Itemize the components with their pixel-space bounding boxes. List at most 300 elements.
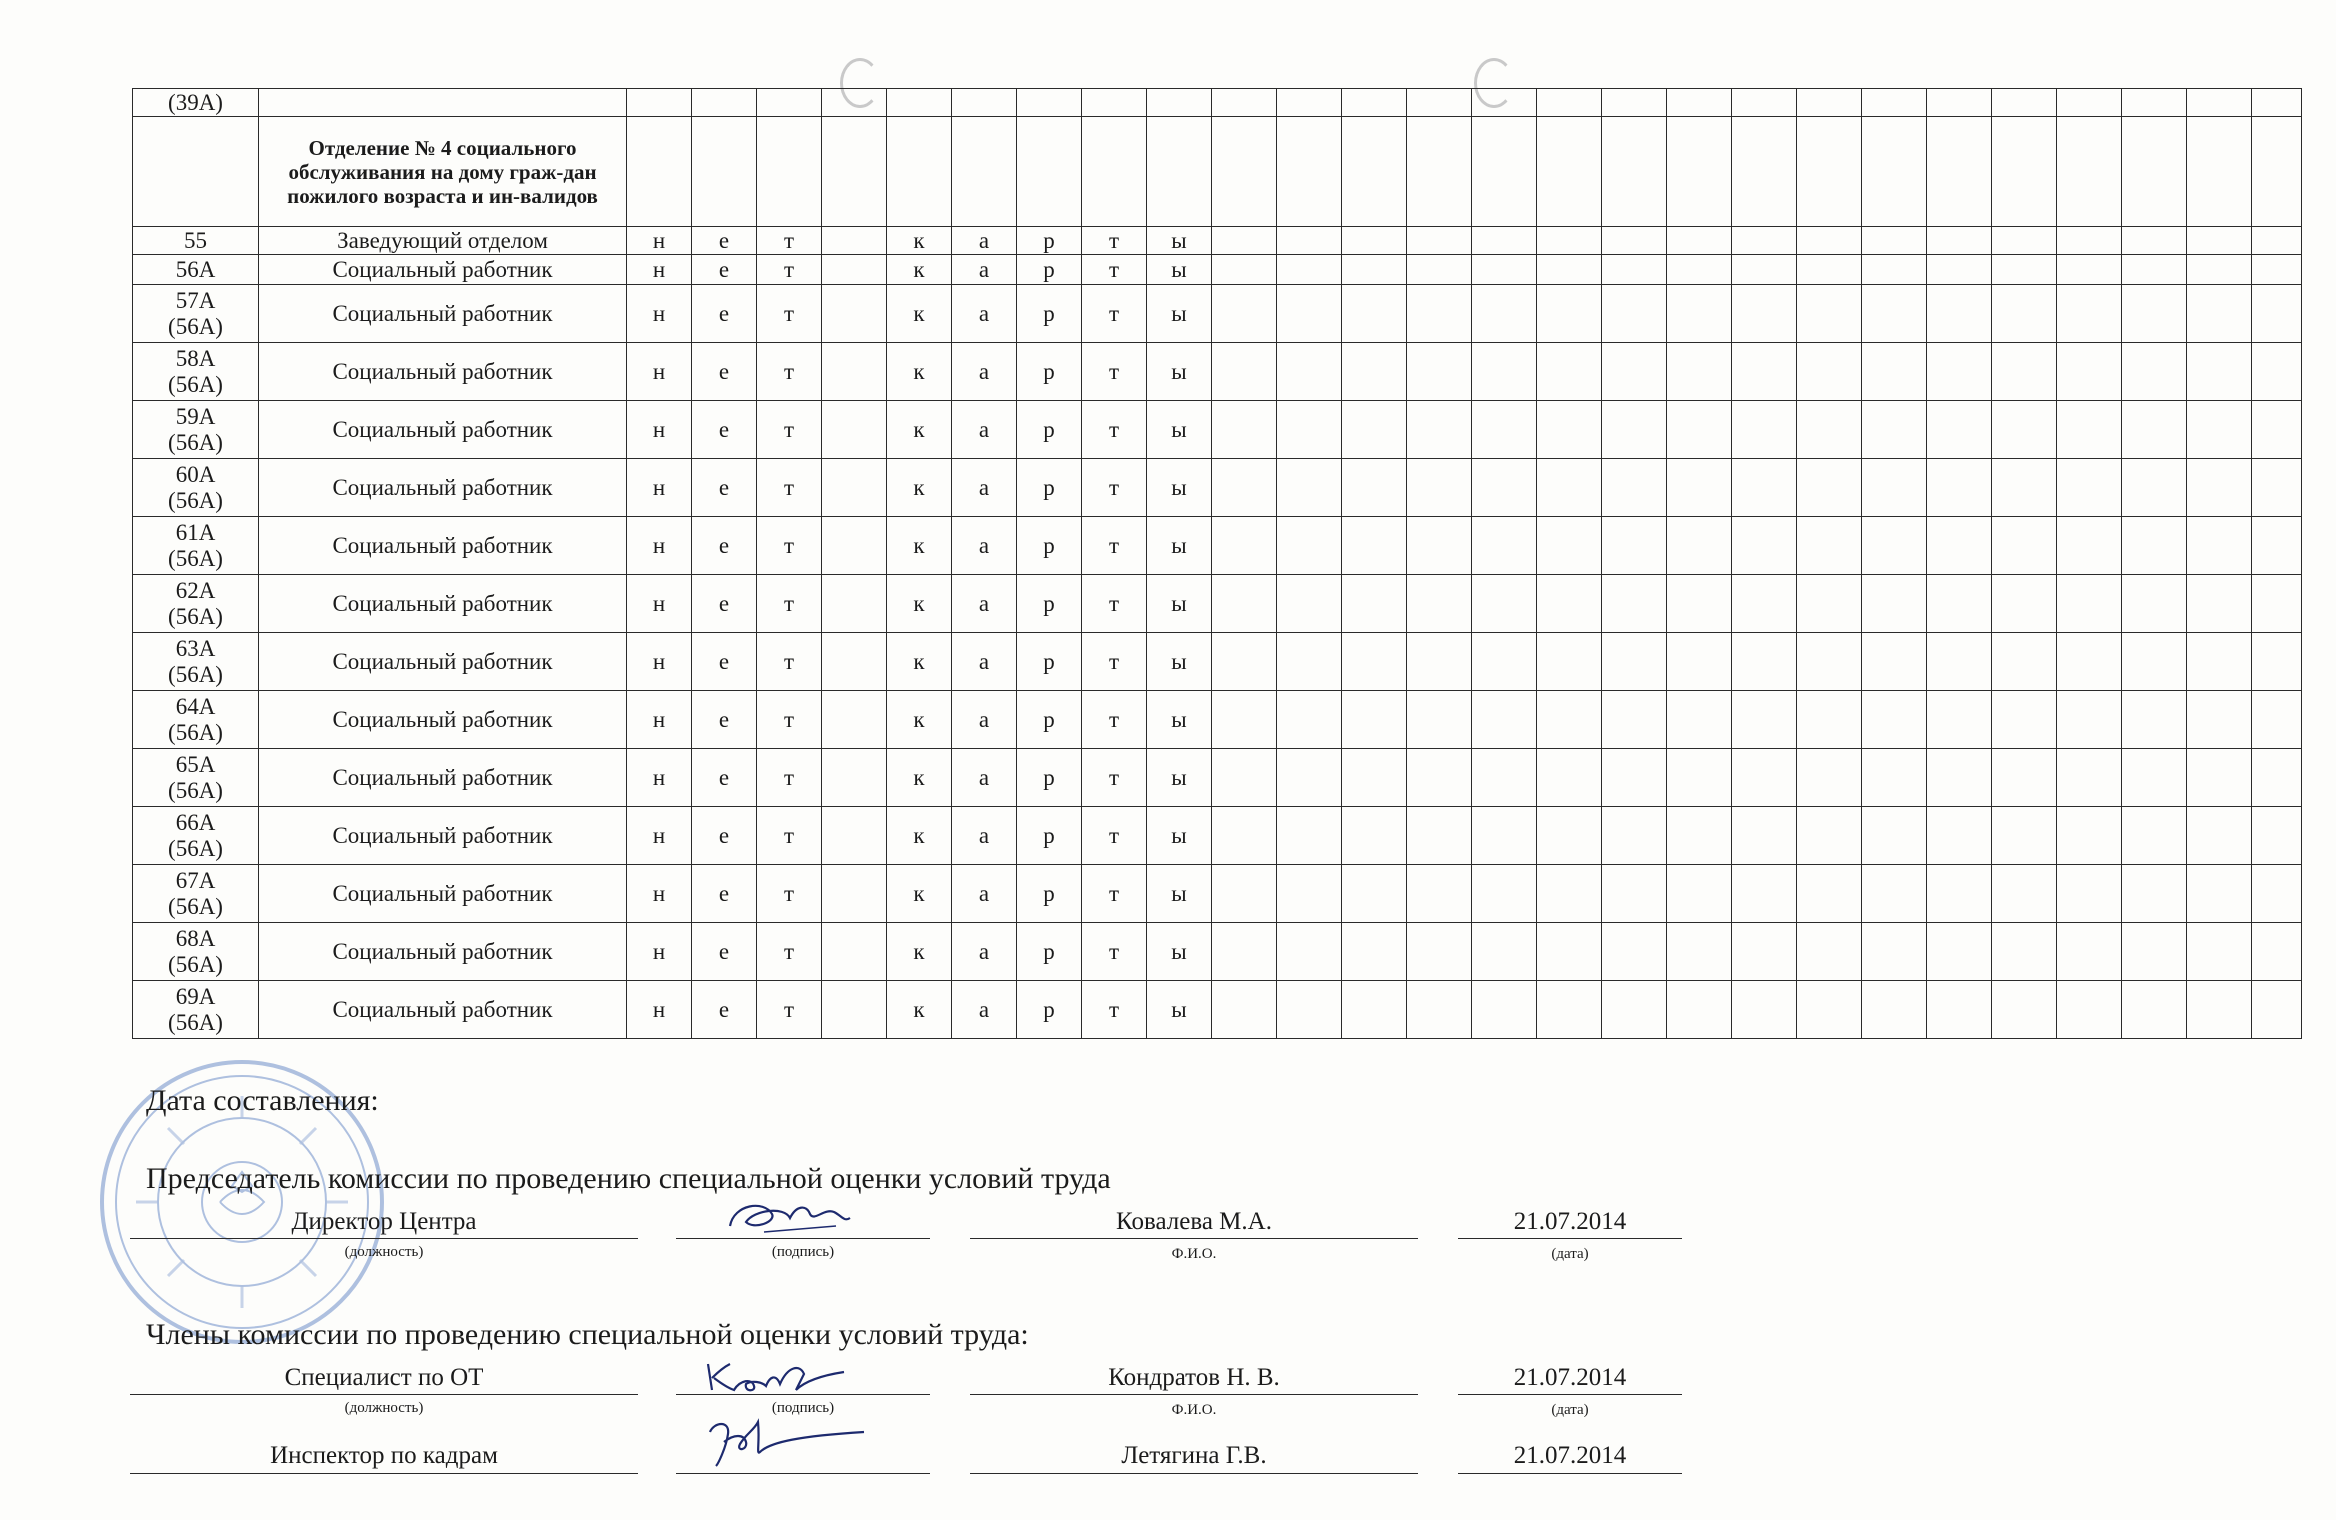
- position-name: [259, 89, 627, 117]
- mark-cell: ы: [1147, 255, 1212, 285]
- empty-cell: [1667, 117, 1732, 227]
- mark-cell: ы: [1147, 343, 1212, 401]
- mark-cell: к: [887, 227, 952, 255]
- empty-cell: [1992, 807, 2057, 865]
- members-heading: Члены комиссии по проведению специальной оценки условий труда:: [146, 1318, 1029, 1351]
- empty-cell: [1862, 633, 1927, 691]
- empty-cell: [1537, 117, 1602, 227]
- empty-cell: [1472, 575, 1537, 633]
- mark-cell: т: [1082, 255, 1147, 285]
- empty-cell: [1472, 691, 1537, 749]
- empty-cell: [1862, 255, 1927, 285]
- empty-cell: [1277, 255, 1342, 285]
- mark-cell: р: [1017, 575, 1082, 633]
- mark-cell: [692, 117, 757, 227]
- empty-cell: [2252, 749, 2302, 807]
- empty-cell: [1797, 575, 1862, 633]
- position-name: Социальный работник: [259, 285, 627, 343]
- mark-cell: е: [692, 807, 757, 865]
- position-name: Социальный работник: [259, 575, 627, 633]
- empty-cell: [1862, 749, 1927, 807]
- empty-cell: [1602, 575, 1667, 633]
- empty-cell: [2057, 691, 2122, 749]
- empty-cell: [1212, 343, 1277, 401]
- table-row: [133, 807, 2302, 865]
- mark-cell: а: [952, 255, 1017, 285]
- mark-cell: н: [627, 227, 692, 255]
- empty-cell: [1927, 517, 1992, 575]
- empty-cell: [2252, 343, 2302, 401]
- empty-cell: [1862, 575, 1927, 633]
- empty-cell: [1732, 255, 1797, 285]
- mark-cell: [952, 89, 1017, 117]
- empty-cell: [1342, 691, 1407, 749]
- mark-cell: ы: [1147, 923, 1212, 981]
- empty-cell: [1667, 285, 1732, 343]
- mark-cell: а: [952, 227, 1017, 255]
- empty-cell: [1862, 807, 1927, 865]
- empty-cell: [2187, 633, 2252, 691]
- mark-cell: р: [1017, 981, 1082, 1039]
- row-number: 62А (56А): [133, 575, 259, 633]
- empty-cell: [1602, 981, 1667, 1039]
- empty-cell: [1862, 691, 1927, 749]
- empty-cell: [1407, 575, 1472, 633]
- empty-cell: [1407, 401, 1472, 459]
- empty-cell: [1277, 517, 1342, 575]
- empty-cell: [2057, 865, 2122, 923]
- mark-cell: ы: [1147, 865, 1212, 923]
- empty-cell: [1277, 117, 1342, 227]
- mark-cell: к: [887, 343, 952, 401]
- empty-cell: [1667, 749, 1732, 807]
- mark-cell: к: [887, 691, 952, 749]
- empty-cell: [1862, 227, 1927, 255]
- empty-cell: [1342, 401, 1407, 459]
- mark-cell: а: [952, 981, 1017, 1039]
- mark-cell: [1147, 117, 1212, 227]
- empty-cell: [1732, 923, 1797, 981]
- empty-cell: [2187, 285, 2252, 343]
- position-name: Социальный работник: [259, 255, 627, 285]
- empty-cell: [2187, 807, 2252, 865]
- mark-cell: а: [952, 807, 1017, 865]
- fio-line: [970, 1238, 1418, 1239]
- empty-cell: [1537, 981, 1602, 1039]
- fio-caption: Ф.И.О.: [1171, 1246, 1217, 1262]
- empty-cell: [1992, 865, 2057, 923]
- empty-cell: [1862, 517, 1927, 575]
- mark-cell: т: [1082, 865, 1147, 923]
- empty-cell: [2122, 865, 2187, 923]
- empty-cell: [1342, 807, 1407, 865]
- mark-cell: [757, 117, 822, 227]
- empty-cell: [1797, 865, 1862, 923]
- empty-cell: [1212, 865, 1277, 923]
- empty-cell: [2122, 691, 2187, 749]
- empty-cell: [2122, 981, 2187, 1039]
- empty-cell: [2122, 401, 2187, 459]
- empty-cell: [1602, 633, 1667, 691]
- mark-cell: [822, 117, 887, 227]
- empty-cell: [1537, 517, 1602, 575]
- empty-cell: [1407, 255, 1472, 285]
- empty-cell: [1212, 517, 1277, 575]
- mark-cell: [822, 981, 887, 1039]
- empty-cell: [2252, 981, 2302, 1039]
- mark-cell: р: [1017, 343, 1082, 401]
- mark-cell: [822, 285, 887, 343]
- empty-cell: [2252, 285, 2302, 343]
- empty-cell: [1277, 633, 1342, 691]
- empty-cell: [1797, 807, 1862, 865]
- mark-cell: т: [757, 459, 822, 517]
- table-row: [133, 459, 2302, 517]
- mark-cell: [1082, 117, 1147, 227]
- mark-cell: а: [952, 575, 1017, 633]
- empty-cell: [1277, 575, 1342, 633]
- empty-cell: [2122, 575, 2187, 633]
- empty-cell: [1797, 89, 1862, 117]
- table-row: [133, 343, 2302, 401]
- mark-cell: т: [1082, 633, 1147, 691]
- empty-cell: [2057, 749, 2122, 807]
- empty-cell: [2122, 89, 2187, 117]
- empty-cell: [1277, 749, 1342, 807]
- empty-cell: [1797, 691, 1862, 749]
- empty-cell: [2057, 633, 2122, 691]
- empty-cell: [1212, 981, 1277, 1039]
- mark-cell: р: [1017, 749, 1082, 807]
- row-number: 67А (56А): [133, 865, 259, 923]
- empty-cell: [1797, 459, 1862, 517]
- table-row: [133, 633, 2302, 691]
- mark-cell: е: [692, 865, 757, 923]
- mark-cell: н: [627, 923, 692, 981]
- member-date: 21.07.2014: [1513, 1364, 1627, 1391]
- mark-cell: н: [627, 575, 692, 633]
- mark-cell: е: [692, 517, 757, 575]
- empty-cell: [1212, 923, 1277, 981]
- empty-cell: [1212, 575, 1277, 633]
- empty-cell: [1537, 227, 1602, 255]
- empty-cell: [1732, 633, 1797, 691]
- mark-cell: р: [1017, 807, 1082, 865]
- empty-cell: [1992, 633, 2057, 691]
- empty-cell: [1732, 401, 1797, 459]
- mark-cell: ы: [1147, 749, 1212, 807]
- empty-cell: [2187, 459, 2252, 517]
- fio-caption: Ф.И.О.: [1171, 1402, 1217, 1418]
- empty-cell: [1667, 89, 1732, 117]
- empty-cell: [1212, 117, 1277, 227]
- empty-cell: [1342, 255, 1407, 285]
- mark-cell: а: [952, 749, 1017, 807]
- empty-cell: [1537, 749, 1602, 807]
- empty-cell: [1342, 865, 1407, 923]
- empty-cell: [1407, 459, 1472, 517]
- empty-cell: [1602, 255, 1667, 285]
- row-number: 58А (56А): [133, 343, 259, 401]
- empty-cell: [1602, 807, 1667, 865]
- empty-cell: [1667, 981, 1732, 1039]
- empty-cell: [1797, 285, 1862, 343]
- mark-cell: н: [627, 633, 692, 691]
- empty-cell: [1342, 517, 1407, 575]
- empty-cell: [1927, 923, 1992, 981]
- empty-cell: [1732, 227, 1797, 255]
- empty-cell: [1992, 517, 2057, 575]
- member-date: 21.07.2014: [1513, 1442, 1627, 1469]
- member-position: Инспектор по кадрам: [270, 1442, 498, 1469]
- mark-cell: ы: [1147, 575, 1212, 633]
- mark-cell: е: [692, 575, 757, 633]
- chair-date: 21.07.2014: [1513, 1208, 1627, 1235]
- mark-cell: е: [692, 691, 757, 749]
- mark-cell: т: [757, 575, 822, 633]
- empty-cell: [1862, 401, 1927, 459]
- empty-cell: [1277, 459, 1342, 517]
- empty-cell: [1602, 343, 1667, 401]
- mark-cell: т: [1082, 285, 1147, 343]
- row-number: 63А (56А): [133, 633, 259, 691]
- row-number: 56А: [133, 255, 259, 285]
- position-name: Социальный работник: [259, 459, 627, 517]
- department-name: Отделение № 4 социального обслуживания на дому граж-дан пожилого возраста и ин-валидов: [259, 117, 627, 227]
- mark-cell: т: [757, 227, 822, 255]
- mark-cell: т: [757, 343, 822, 401]
- empty-cell: [2122, 807, 2187, 865]
- empty-cell: [2252, 691, 2302, 749]
- position-name: Социальный работник: [259, 691, 627, 749]
- empty-cell: [1342, 575, 1407, 633]
- empty-cell: [1602, 749, 1667, 807]
- signature-caption: (подпись): [771, 1244, 835, 1260]
- mark-cell: [822, 923, 887, 981]
- empty-cell: [2057, 923, 2122, 981]
- empty-cell: [1342, 89, 1407, 117]
- empty-cell: [2122, 459, 2187, 517]
- empty-cell: [2187, 981, 2252, 1039]
- mark-cell: [822, 865, 887, 923]
- mark-cell: ы: [1147, 691, 1212, 749]
- empty-cell: [1927, 749, 1992, 807]
- empty-cell: [1667, 255, 1732, 285]
- empty-cell: [2252, 923, 2302, 981]
- empty-cell: [1732, 807, 1797, 865]
- empty-cell: [1862, 117, 1927, 227]
- mark-cell: [887, 117, 952, 227]
- mark-cell: к: [887, 517, 952, 575]
- mark-cell: к: [887, 633, 952, 691]
- mark-cell: [822, 807, 887, 865]
- mark-cell: н: [627, 459, 692, 517]
- empty-cell: [1342, 749, 1407, 807]
- date-line: [1458, 1394, 1682, 1395]
- mark-cell: н: [627, 807, 692, 865]
- mark-cell: р: [1017, 691, 1082, 749]
- table-row: [133, 89, 2302, 117]
- empty-cell: [1277, 401, 1342, 459]
- empty-cell: [1602, 865, 1667, 923]
- empty-cell: [1277, 89, 1342, 117]
- mark-cell: р: [1017, 923, 1082, 981]
- chair-heading: Председатель комиссии по проведению специальной оценки условий труда: [146, 1162, 1111, 1195]
- empty-cell: [1732, 865, 1797, 923]
- mark-cell: ы: [1147, 285, 1212, 343]
- empty-cell: [1277, 865, 1342, 923]
- empty-cell: [1732, 575, 1797, 633]
- empty-cell: [1472, 255, 1537, 285]
- mark-cell: к: [887, 255, 952, 285]
- empty-cell: [1927, 285, 1992, 343]
- mark-cell: а: [952, 459, 1017, 517]
- mark-cell: н: [627, 749, 692, 807]
- row-number: 65А (56А): [133, 749, 259, 807]
- mark-cell: е: [692, 923, 757, 981]
- empty-cell: [1277, 343, 1342, 401]
- empty-cell: [2057, 285, 2122, 343]
- empty-cell: [1602, 691, 1667, 749]
- mark-cell: к: [887, 401, 952, 459]
- empty-cell: [1342, 227, 1407, 255]
- empty-cell: [1927, 981, 1992, 1039]
- empty-cell: [1797, 517, 1862, 575]
- mark-cell: н: [627, 255, 692, 285]
- empty-cell: [2252, 633, 2302, 691]
- empty-cell: [2252, 401, 2302, 459]
- empty-cell: [1537, 865, 1602, 923]
- empty-cell: [1992, 691, 2057, 749]
- mark-cell: т: [1082, 227, 1147, 255]
- empty-cell: [1407, 981, 1472, 1039]
- empty-cell: [1537, 401, 1602, 459]
- row-number: [133, 117, 259, 227]
- mark-cell: [1147, 89, 1212, 117]
- empty-cell: [1797, 981, 1862, 1039]
- empty-cell: [1277, 981, 1342, 1039]
- empty-cell: [1992, 749, 2057, 807]
- mark-cell: н: [627, 691, 692, 749]
- empty-cell: [1862, 285, 1927, 343]
- mark-cell: т: [757, 255, 822, 285]
- empty-cell: [2252, 117, 2302, 227]
- table-row: [133, 865, 2302, 923]
- empty-cell: [1797, 343, 1862, 401]
- mark-cell: т: [1082, 981, 1147, 1039]
- empty-cell: [1992, 255, 2057, 285]
- empty-cell: [2057, 401, 2122, 459]
- empty-cell: [1407, 227, 1472, 255]
- empty-cell: [1472, 459, 1537, 517]
- empty-cell: [1277, 807, 1342, 865]
- mark-cell: р: [1017, 865, 1082, 923]
- empty-cell: [2187, 749, 2252, 807]
- empty-cell: [1862, 981, 1927, 1039]
- empty-cell: [1212, 227, 1277, 255]
- empty-cell: [2187, 255, 2252, 285]
- mark-cell: т: [757, 633, 822, 691]
- empty-cell: [1212, 749, 1277, 807]
- chair-signature: [724, 1196, 854, 1240]
- empty-cell: [1212, 691, 1277, 749]
- mark-cell: ы: [1147, 227, 1212, 255]
- row-number: 55: [133, 227, 259, 255]
- empty-cell: [2252, 459, 2302, 517]
- mark-cell: н: [627, 285, 692, 343]
- empty-cell: [1732, 343, 1797, 401]
- empty-cell: [1732, 981, 1797, 1039]
- empty-cell: [1797, 227, 1862, 255]
- empty-cell: [1537, 343, 1602, 401]
- empty-cell: [1407, 691, 1472, 749]
- empty-cell: [2122, 633, 2187, 691]
- empty-cell: [1342, 459, 1407, 517]
- empty-cell: [1927, 227, 1992, 255]
- empty-cell: [1992, 343, 2057, 401]
- empty-cell: [2057, 255, 2122, 285]
- empty-cell: [1537, 575, 1602, 633]
- empty-cell: [1212, 285, 1277, 343]
- empty-cell: [1732, 117, 1797, 227]
- empty-cell: [1602, 459, 1667, 517]
- empty-cell: [1667, 633, 1732, 691]
- mark-cell: р: [1017, 285, 1082, 343]
- empty-cell: [1862, 865, 1927, 923]
- position-caption: (должность): [344, 1400, 424, 1416]
- mark-cell: т: [1082, 807, 1147, 865]
- empty-cell: [1472, 981, 1537, 1039]
- mark-cell: е: [692, 749, 757, 807]
- empty-cell: [1732, 517, 1797, 575]
- empty-cell: [1797, 633, 1862, 691]
- position-name: Социальный работник: [259, 807, 627, 865]
- empty-cell: [1927, 633, 1992, 691]
- compilation-date-label: Дата составления:: [146, 1084, 379, 1117]
- row-number: 64А (56А): [133, 691, 259, 749]
- empty-cell: [2122, 285, 2187, 343]
- position-name: Социальный работник: [259, 401, 627, 459]
- fio-line: [970, 1473, 1418, 1474]
- empty-cell: [2252, 227, 2302, 255]
- signature-line: [676, 1394, 930, 1395]
- mark-cell: т: [1082, 691, 1147, 749]
- empty-cell: [1992, 285, 2057, 343]
- empty-cell: [1407, 807, 1472, 865]
- mark-cell: к: [887, 865, 952, 923]
- signature-line: [676, 1238, 930, 1239]
- mark-cell: т: [1082, 923, 1147, 981]
- signature-caption: (подпись): [771, 1400, 835, 1416]
- row-number: 69А (56А): [133, 981, 259, 1039]
- empty-cell: [1472, 633, 1537, 691]
- mark-cell: ы: [1147, 517, 1212, 575]
- row-number: 68А (56А): [133, 923, 259, 981]
- table-row: [133, 117, 2302, 227]
- empty-cell: [1472, 923, 1537, 981]
- empty-cell: [1667, 517, 1732, 575]
- empty-cell: [1797, 749, 1862, 807]
- row-number: (39А): [133, 89, 259, 117]
- mark-cell: [822, 343, 887, 401]
- empty-cell: [1992, 923, 2057, 981]
- empty-cell: [1667, 923, 1732, 981]
- row-number: 60А (56А): [133, 459, 259, 517]
- empty-cell: [1342, 117, 1407, 227]
- mark-cell: е: [692, 227, 757, 255]
- empty-cell: [1472, 89, 1537, 117]
- mark-cell: е: [692, 255, 757, 285]
